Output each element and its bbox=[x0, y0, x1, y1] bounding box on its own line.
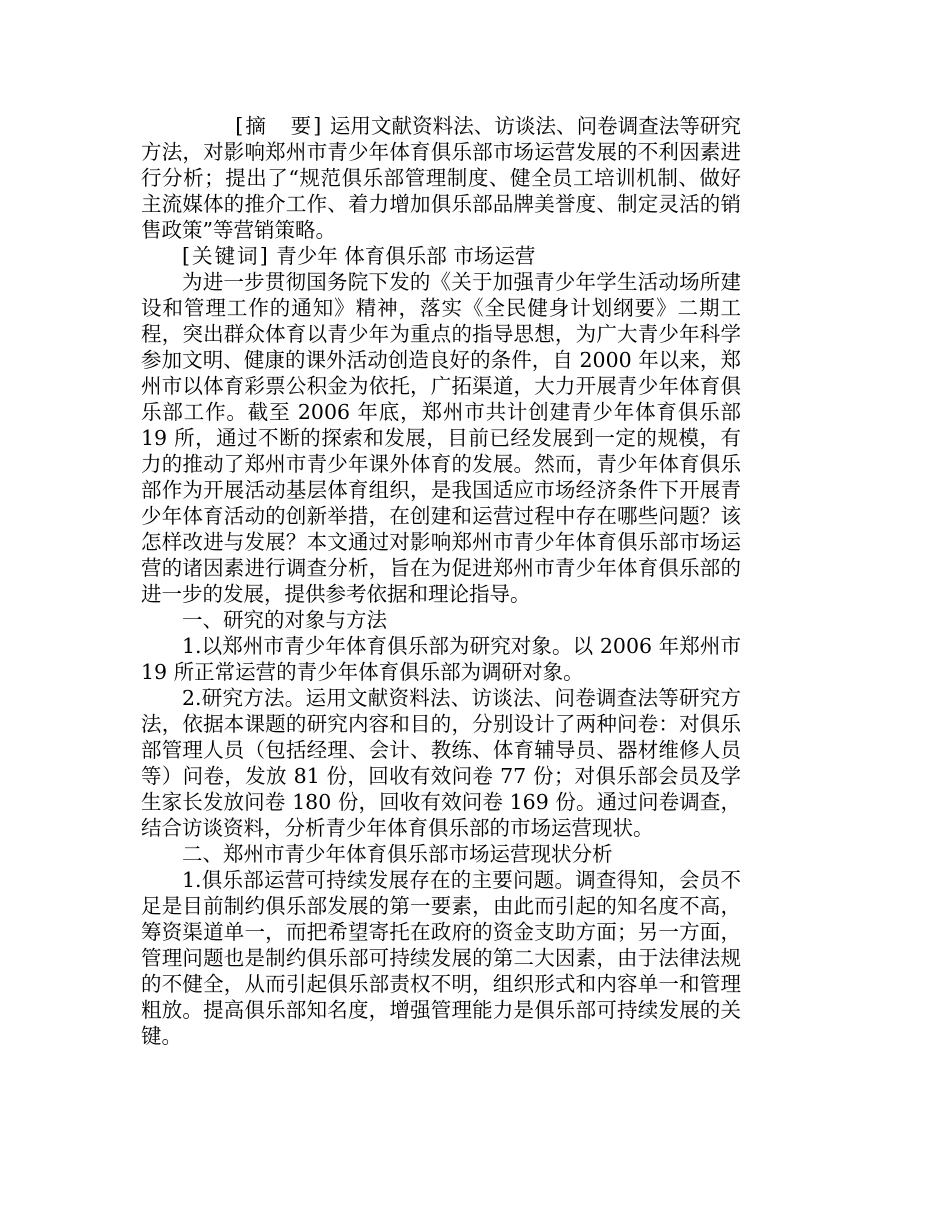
abstract-paragraph bbox=[141, 113, 741, 243]
section1-item2-paragraph: 2.研究方法。运用文献资料法、访谈法、问卷调查法等研究方法，依据本课题的研究内容和目的，分别设计了两种问卷：对俱乐部管理人员（包括经理、会计、教练、体育辅导员、器材维修人员等）问卷，发放 81 份，回收有效问卷 77 份；对俱乐部会员及学生家长发放问卷 180 份，回收有效问卷 169 份。通过问卷调查，结合访谈资料，分析青少年体育俱乐部的市场运营现状。 bbox=[141, 686, 741, 840]
keywords-paragraph bbox=[141, 243, 741, 269]
section1-heading: 一、研究的对象与方法 bbox=[182, 608, 387, 632]
section2-heading: 二、郑州市青少年体育俱乐部市场运营现状分析 bbox=[182, 842, 613, 866]
keywords-label: [关键词] bbox=[182, 244, 270, 268]
document-page bbox=[141, 113, 741, 1049]
abstract-label: [摘 要] bbox=[235, 114, 324, 138]
section2-item1-paragraph: 1.俱乐部运营可持续发展存在的主要问题。调查得知，会员不足是目前制约俱乐部发展的第一要素，由此而引起的知名度不高，筹资渠道单一，而把希望寄托在政府的资金支助方面；另一方面，管理问题也是制约俱乐部可持续发展的第二大因素，由于法律法规的不健全，从而引起俱乐部责权不明，组织形式和内容单一和管理粗放。提高俱乐部知名度，增强管理能力是俱乐部可持续发展的关键。 bbox=[141, 868, 741, 1048]
abstract-text: 运用文献资料法、访谈法、问卷调查法等研究方法，对影响郑州市青少年体育俱乐部市场运营发展的不利因素进行分析；提出了“规范俱乐部管理制度、健全员工培训机制、做好主流媒体的推介工作、着力增加俱乐部品牌美誉度、制定灵活的销售政策”等营销策略。 bbox=[141, 114, 741, 242]
intro-paragraph: 为进一步贯彻国务院下发的《关于加强青少年学生活动场所建设和管理工作的通知》精神，落实《全民健身计划纲要》二期工程，突出群众体育以青少年为重点的指导思想，为广大青少年科学参加文明、健康的课外活动创造良好的条件，自 2000 年以来，郑州市以体育彩票公积金为依托，广拓渠道，大力开展青少年体育俱乐部工作。截至 2006 年底，郑州市共计创建青少年体育俱乐部 19 所，通过不断的探索和发展，目前已经发展到一定的规模，有力的推动了郑州市青少年课外体育的发展。然而，青少年体育俱乐部作为开展活动基层体育组织，是我国适应市场经济条件下开展青少年体育活动的创新举措，在创建和运营过程中存在哪些问题？该怎样改进与发展？本文通过对影响郑州市青少年体育俱乐部市场运营的诸因素进行调查分析，旨在为促进郑州市青少年体育俱乐部的进一步的发展，提供参考依据和理论指导。 bbox=[141, 270, 741, 606]
section1-item1-paragraph: 1.以郑州市青少年体育俱乐部为研究对象。以 2006 年郑州市 19 所正常运营的青少年体育俱乐部为调研对象。 bbox=[141, 634, 741, 684]
keywords-text: 青少年 体育俱乐部 市场运营 bbox=[276, 244, 536, 268]
